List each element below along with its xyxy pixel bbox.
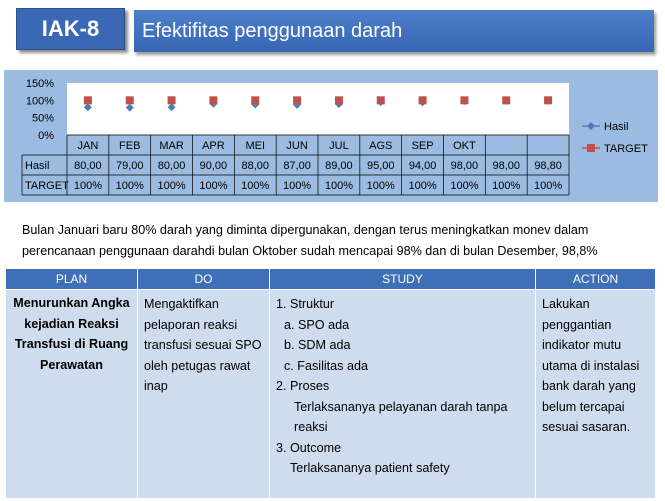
- data-label: 88,00: [241, 160, 270, 172]
- data-point: [502, 96, 510, 104]
- data-point: [209, 96, 217, 104]
- data-label: 79,00: [115, 160, 144, 172]
- data-label: 87,00: [283, 160, 311, 172]
- data-label: 89,00: [325, 160, 353, 172]
- data-label: 100%: [199, 180, 228, 192]
- data-label: 100%: [324, 180, 353, 192]
- data-point: [293, 96, 301, 104]
- study-process: 2. Proses: [276, 379, 330, 393]
- legend-marker: [587, 122, 595, 130]
- data-label: 98,00: [450, 160, 479, 172]
- data-label: 100%: [492, 180, 521, 192]
- plot-area: [67, 83, 569, 135]
- x-tick-label: AGS: [369, 140, 393, 152]
- x-tick-label: APR: [202, 140, 225, 152]
- description-text: Bulan Januari baru 80% darah yang diminta dipergunakan, dengan terus meningkatkan monev dalam perencanaan penggunaan darahdi bulan Oktober sudah mencapai 98% dan di bulan Desember, 98,8%: [22, 223, 598, 258]
- data-point: [377, 96, 385, 104]
- data-point: [168, 96, 176, 104]
- plan-header: PLAN: [6, 269, 138, 290]
- legend-label: TARGET: [604, 143, 648, 155]
- do-header: DO: [138, 269, 270, 290]
- data-point: [544, 96, 552, 104]
- data-label: 100%: [241, 180, 270, 192]
- data-label: 80,00: [74, 160, 102, 172]
- study-structure: 1. Struktur: [276, 297, 335, 311]
- x-tick-label: JUN: [286, 140, 308, 152]
- table-row-label: TARGET: [25, 180, 69, 192]
- plan-cell: Menurunkan Angka kejadian Reaksi Transfusi di Ruang Perawatan: [6, 290, 138, 499]
- study-outcome: 3. Outcome: [276, 440, 342, 455]
- data-label: 80,00: [157, 160, 186, 172]
- x-tick-label: OKT: [453, 140, 476, 152]
- x-tick-label: MEI: [245, 140, 266, 152]
- data-label: 100%: [157, 180, 186, 192]
- study-structure-sdm: b. SDM ada: [284, 338, 351, 352]
- y-tick-label: 100%: [25, 95, 54, 108]
- x-tick-label: JUL: [329, 140, 349, 152]
- study-outcome-detail: Terlaksananya patient safety: [290, 461, 450, 475]
- data-point: [460, 96, 468, 104]
- x-tick-label: JAN: [77, 140, 99, 152]
- data-label: 98,00: [492, 160, 521, 172]
- pdsa-header-row: [6, 269, 656, 290]
- data-point: [335, 96, 343, 104]
- legend-label: Hasil: [604, 121, 629, 133]
- data-label: 100%: [73, 180, 102, 192]
- data-label: 100%: [366, 180, 395, 192]
- study-header: STUDY: [270, 269, 536, 290]
- y-tick-label: 0%: [38, 130, 54, 142]
- chart-panel: [4, 70, 658, 202]
- indicator-badge: IAK-8: [16, 8, 125, 50]
- y-tick-label: 50%: [31, 112, 54, 125]
- study-structure-spo: a. SPO ada: [284, 317, 350, 332]
- data-point: [419, 96, 427, 104]
- data-point: [251, 96, 259, 104]
- data-label: 100%: [534, 180, 563, 192]
- data-label: 90,00: [199, 160, 228, 172]
- action-cell: Lakukan penggantian indikator mutu utama di instalasi bank darah yang belum tercapai sesuai sasaran.: [536, 290, 656, 499]
- study-process-detail: Terlaksananya pelayanan darah tanpa reaksi: [294, 399, 508, 434]
- data-label: 100%: [283, 180, 312, 192]
- data-point: [126, 96, 134, 104]
- table-row-label: Hasil: [25, 160, 50, 172]
- page-title: Efektifitas penggunaan darah: [134, 10, 654, 52]
- data-point: [84, 96, 92, 104]
- x-tick-label: SEP: [411, 140, 434, 152]
- pdsa-table: [5, 268, 656, 499]
- data-label: 100%: [408, 180, 437, 192]
- chart: [4, 70, 658, 202]
- data-label: 100%: [450, 180, 479, 192]
- data-label: 94,00: [408, 160, 437, 172]
- y-tick-label: 150%: [25, 78, 54, 90]
- legend-marker: [587, 144, 595, 152]
- do-cell: Mengaktifkan pelaporan reaksi transfusi sesuai SPO oleh petugas rawat inap: [138, 290, 270, 499]
- study-cell: [270, 290, 536, 499]
- data-label: 100%: [115, 180, 144, 192]
- data-label: 95,00: [366, 160, 395, 172]
- pdsa-content-row: [6, 290, 656, 499]
- x-tick-label: FEB: [119, 140, 141, 152]
- x-tick-label: MAR: [159, 140, 184, 152]
- study-structure-facility: c. Fasilitas ada: [284, 358, 368, 373]
- legend-entry: [582, 143, 648, 155]
- legend-entry: [582, 121, 628, 133]
- data-label: 98,80: [534, 160, 562, 172]
- action-header: ACTION: [536, 269, 656, 290]
